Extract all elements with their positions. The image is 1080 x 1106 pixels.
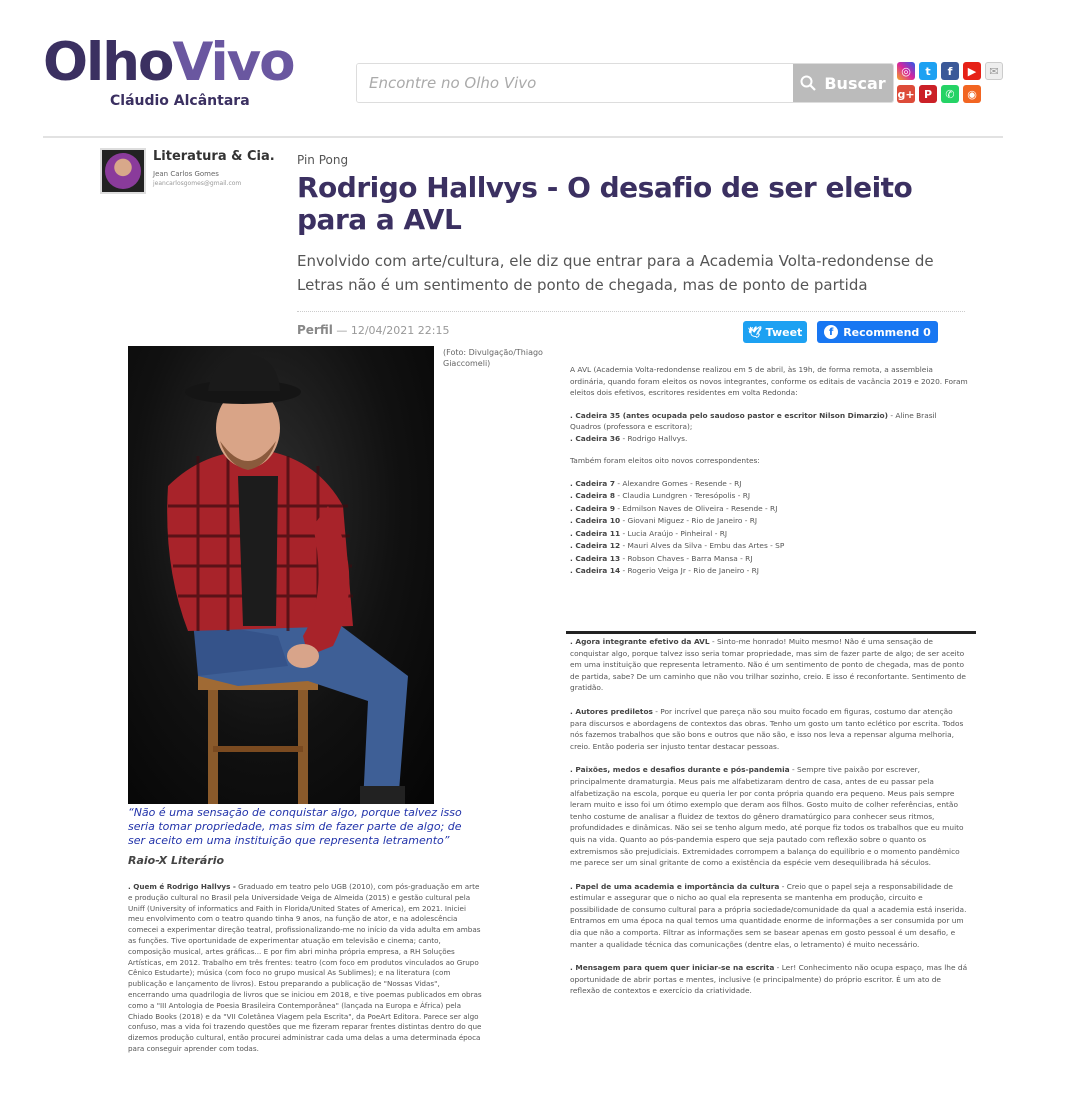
election-text [570, 364, 968, 578]
bio-paragraph [128, 882, 483, 1055]
site-logo[interactable] [43, 32, 294, 93]
rss-icon[interactable]: ◉ [963, 85, 981, 103]
item-label: . Cadeira 7 [570, 478, 615, 488]
item-label: . Cadeira 12 [570, 541, 621, 550]
item-label: . Cadeira 8 [570, 491, 615, 500]
logo-olho: Olho [43, 32, 173, 93]
photo-caption: (Foto: Divulgação/Thiago Giaccomeli) [443, 348, 543, 368]
section-separator [566, 631, 976, 634]
social-links [897, 62, 1007, 103]
header-divider [43, 136, 1003, 138]
item-label: . Cadeira 13 [570, 553, 621, 563]
qa-question: . Papel de uma academia e importância da cultura [570, 881, 780, 891]
item-text: - Giovani Miguez - Rio de Janeiro - RJ [620, 516, 758, 525]
qa-question: . Paixões, medos e desafios durante e pós-pandemia [570, 765, 790, 775]
youtube-icon[interactable]: ▶ [963, 62, 981, 80]
qa-item [570, 764, 970, 868]
article-meta [297, 323, 449, 337]
qa-item [570, 636, 970, 694]
item-text: - Lucia Araújo - Pinheiral - RJ [620, 528, 728, 538]
qa-answer: - Sempre tive paixão por escrever, principalmente dramaturgia. Meus pais me alfabetizaram dentro de casa, antes de eu passar pela alfabetização na escola, porque eu queria ler por conta própria quando era pequeno. Meus pais sempre leram muito e isso foi um ótimo exemplo que deram aos filhos. Gosto muito de colher referências, então tenho costume de analisar a fluidez de textos do gênero dramatúrgico para conhecer seus ritmos, profundidades e dinâmicas. Não sei se tenho algum medo, até porque fiz todos os trabalhos que eu muito quis na vida. Quanto ao pós-pandemia espero que seja pautado com reflexão sobre o quanto os extremismos são prejudiciais. Extremidades corrompem a balança do equilíbrio e o momento pandêmico me parece ser um sinal gritante de como a existência da espécie vem desequilibrada há séculos. [570, 765, 964, 868]
qa-question: . Agora integrante efetivo da AVL [570, 637, 710, 646]
c36-text: - Rodrigo Hallvys. [620, 433, 688, 443]
article-section: Perfil [297, 323, 333, 337]
qa-item [570, 706, 970, 752]
item-text: - Edmilson Naves de Oliveira - Resende - RJ [614, 503, 778, 513]
intro-paragraph: A AVL (Academia Volta-redondense realizou em 5 de abril, às 19h, de forma remota, a assembleia ordinária, quando foram eleitos os novos integrantes, conforme os editais de vacância 2019 e 2020. Foram eleitos dois efetivos, escritores residentes em volta Redonda: [570, 365, 968, 397]
whatsapp-icon[interactable]: ✆ [941, 85, 959, 103]
columnist-name: Jean Carlos Gomes [153, 170, 219, 178]
item-text: - Claudia Lundgren - Teresópolis - RJ [614, 491, 751, 500]
list-item [570, 515, 968, 528]
article-title: Rodrigo Hallvys - O desafio de ser eleito para a AVL [297, 171, 913, 236]
twitter-bird-icon: 🕊 [747, 325, 762, 339]
column-name[interactable]: Literatura & Cia. [153, 149, 275, 164]
item-label: . Cadeira 11 [570, 528, 621, 538]
qa-question: . Autores prediletos [570, 706, 653, 716]
search-bar [356, 63, 894, 103]
facebook-icon[interactable]: f [941, 62, 959, 80]
columnist-avatar[interactable] [100, 148, 146, 194]
item-text: - Rogerio Veiga Jr - Rio de Janeiro - RJ [620, 566, 759, 575]
correspondentes-list [570, 478, 968, 578]
list-item [570, 528, 968, 541]
interview-text [570, 636, 970, 1009]
search-input[interactable] [357, 64, 793, 102]
article-photo [128, 346, 434, 804]
logo-vivo: Vivo [172, 32, 294, 93]
qa-answer: - Sinto-me honrado! Muito mesmo! Não é uma sensação de conquistar algo, porque talvez isso seria tomar propriedade, mas sim de fazer parte de algo; de ser aceito em uma instituição que representa letramento. Não é um sentimento de ponto de chegada, mas de ponto de partida, sabe? De um caminho que não vou trilhar sozinho, creio. E isso é reconfortante. Sentimento de gratidão. [570, 637, 966, 693]
list-item [570, 478, 968, 491]
qa-item [570, 881, 970, 951]
qa-item [570, 962, 970, 997]
list-item [570, 540, 968, 553]
item-label: . Cadeira 14 [570, 566, 621, 575]
columnist-email[interactable]: jeancarlosgomes@gmail.com [153, 180, 242, 187]
instagram-icon[interactable]: ◎ [897, 62, 915, 80]
search-button[interactable] [793, 64, 893, 102]
search-icon [800, 75, 816, 91]
item-text: - Mauri Alves da Silva - Embu das Artes - SP [620, 541, 785, 550]
bio-question: . Quem é Rodrigo Hallvys - [128, 882, 236, 891]
article-kicker: Pin Pong [297, 153, 349, 167]
qa-answer: - Creio que o papel seja a responsabilidade de estimular e assegurar que o nicho ao qual ela representa se mantenha em produção, circuito e possibilidade de consumo cultural para a própria sociedade/comunidade da qual a academia está inserida. Entramos em uma época na qual temos uma quantidade enorme de informações a ser consumida por um dia que não a comporta. Filtrar as informações sem se basear apenas em gosto pessoal é um desafio, e manter a qualidade técnica das comunicações (dentre elas, o letramento) é muito necessário. [570, 881, 967, 949]
qa-question: . Mensagem para quem quer iniciar-se na escrita [570, 963, 775, 973]
tweet-label: Tweet [765, 325, 803, 339]
tweet-button[interactable] [743, 321, 807, 343]
list-item [570, 565, 968, 578]
twitter-icon[interactable]: t [919, 62, 937, 80]
efetivos-list [570, 410, 968, 445]
search-button-label: Buscar [824, 73, 886, 93]
facebook-icon: f [824, 325, 838, 339]
bio-answer: Graduado em teatro pelo UGB (2010), com pós-graduação em arte e produção cultural no Brasil pela Universidade Veiga de Almeida (2015) e gestão cultural pela Uniff (University of informatics and Faith in Florida/United States of America), em 2021. Iniciei meu envolvimento com o teatro quando tinha 9 anos, na função de ator, e na adolescência comecei a experimentar direção teatral, profissionalizando-me no início da vida adulta em ambas as funções. Tive oportunidade de experimentar atuação em televisão e cinema; canto, composição musical, artes gráficas... E por fim abri minha própria empresa, a RH Soluções Artísticas, em 2012. Trabalho em três frentes: teatro (com foco em produtos vinculados ao Grupo Cênico Estudarte); música (com foco no grupo musical As Sublimes); e na literatura (com publicação e lançamento de livros). Estou preparando a publicação de "Nossas Vidas", encerrando uma quadrilogia de livros que se iniciou em 2018, e tive poemas publicados em obras como a "III Antologia de Poesia Brasileira Contemporânea" (lançada na Europa e África) pela Chiado Books (2018) e da "VII Coletânea Viagem pela Escrita", da PoeArt Editora. Parece ser algo confuso, mas a vida foi trazendo questões que me fizeram reparar frentes distintas dentro do que dizemos produção cultural, então procurei administrar cada uma delas a uma determinada época para conseguir aprender com todas. [128, 882, 482, 1053]
item-label: . Cadeira 9 [570, 503, 615, 513]
c35-label: . Cadeira 35 (antes ocupada pelo saudoso pastor e escritor Nilson Dimarzio) [570, 410, 888, 420]
pinterest-icon[interactable]: P [919, 85, 937, 103]
article-date: — 12/04/2021 22:15 [336, 324, 450, 337]
item-label: . Cadeira 10 [570, 516, 621, 525]
c36-label: . Cadeira 36 [570, 433, 621, 443]
item-text: - Alexandre Gomes - Resende - RJ [614, 478, 742, 488]
list-item [570, 490, 968, 503]
logo-subtitle: Cláudio Alcântara [110, 93, 250, 109]
correspondentes-intro: Também foram eleitos oito novos correspondentes: [570, 456, 760, 465]
google-plus-icon[interactable]: g+ [897, 85, 915, 103]
email-icon[interactable]: ✉ [985, 62, 1003, 80]
list-item [570, 503, 968, 516]
item-text: - Robson Chaves - Barra Mansa - RJ [620, 553, 753, 563]
list-item [570, 553, 968, 566]
c35-text: - Aline Brasil Quadros (professora e escritora); [570, 410, 937, 431]
recommend-label: Recommend 0 [843, 325, 931, 339]
section-heading: Raio-X Literário [128, 854, 225, 867]
article-subtitle: Envolvido com arte/cultura, ele diz que entrar para a Academia Volta-redondense de Letras não é um sentimento de ponto de chegada, mas de ponto de partida [297, 252, 934, 294]
qa-answer: - Ler! Conhecimento não ocupa espaço, mas lhe dá oportunidade de abrir portas e mentes, inclusive (e principalmente) do próprio escritor. É um ato de reflexão de contextos e exercício da criatividade. [570, 963, 968, 996]
qa-answer: - Por incrível que pareça não sou muito focado em figuras, costumo dar atenção para discursos e abordagens de contextos das obras. Tenho um gosto um tanto eclético por escrita. Todos nós fazemos trabalhos que são bons e outros que não são, e isso nos leva a repensar alguma melhoria, creio. Então poderia ser injusto tentar destacar pessoas. [570, 706, 964, 751]
dotted-divider [297, 311, 965, 312]
pull-quote: “Não é uma sensação de conquistar algo, porque talvez isso seria tomar propriedade, mas sim de fazer parte de algo; de ser aceito em uma instituição que representa letramento” [128, 806, 462, 847]
recommend-button[interactable] [817, 321, 938, 343]
